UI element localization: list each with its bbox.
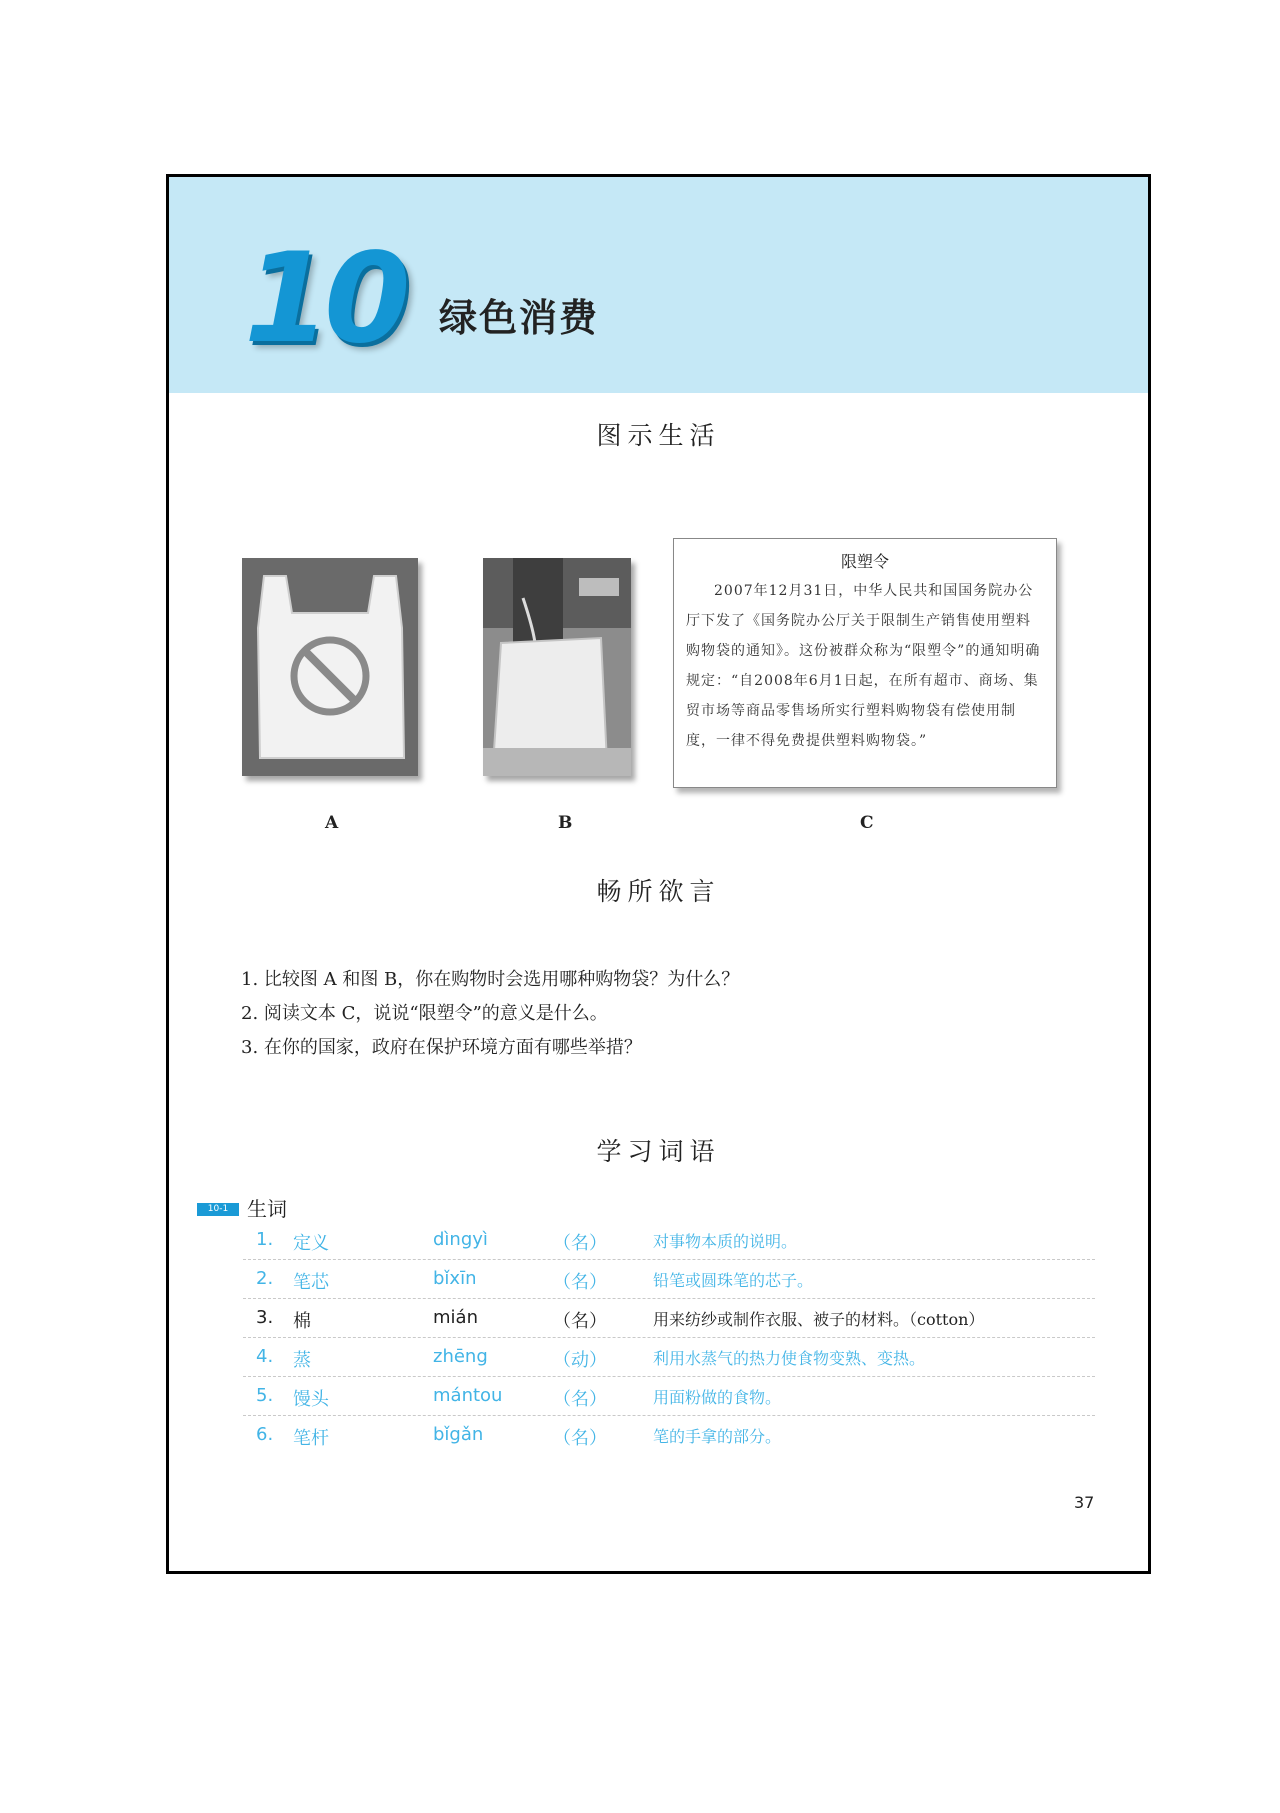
page-number: 37	[1074, 1493, 1095, 1512]
section-title-vocabulary: 学习词语	[596, 1137, 721, 1166]
vocab-row	[243, 1260, 1095, 1299]
vocab-pinyin: zhēng	[433, 1346, 488, 1367]
vocab-row	[243, 1299, 1095, 1338]
plastic-bag-no-symbol-icon	[242, 558, 418, 776]
vocab-word: 棉	[293, 1311, 311, 1332]
discussion-questions	[241, 963, 739, 1065]
vocab-pinyin: bǐxīn	[433, 1268, 477, 1289]
vocab-definition: 利用水蒸气的热力使食物变熟、变热。	[653, 1349, 926, 1368]
figure-a-plastic-bag-image	[242, 558, 418, 776]
vocab-definition: 用面粉做的食物。	[653, 1388, 782, 1407]
notice-title: 限塑令	[840, 552, 889, 571]
vocab-pos: （名）	[553, 1389, 607, 1410]
vocab-row	[243, 1338, 1095, 1377]
vocab-pos: （名）	[553, 1233, 607, 1254]
vocab-pos: （名）	[553, 1311, 607, 1332]
figure-c-label: C	[860, 813, 874, 833]
vocab-row	[243, 1221, 1095, 1260]
vocab-list	[243, 1221, 1095, 1454]
vocab-word: 笔杆	[293, 1428, 329, 1449]
vocab-word: 笔芯	[293, 1272, 329, 1293]
cloth-bag-photo-icon	[483, 558, 631, 776]
vocab-pos: （动）	[553, 1350, 607, 1371]
vocab-number: 3.	[256, 1307, 274, 1328]
vocab-pos: （名）	[553, 1272, 607, 1293]
vocab-definition: 用来纺纱或制作衣服、被子的材料。（cotton）	[653, 1310, 985, 1329]
vocab-row	[243, 1377, 1095, 1416]
vocab-number: 6.	[256, 1424, 274, 1445]
vocab-definition: 笔的手拿的部分。	[653, 1427, 782, 1446]
lesson-banner	[169, 177, 1148, 393]
question-item: 1. 比较图 A 和图 B，你在购物时会选用哪种购物袋？为什么？	[241, 969, 740, 990]
figure-b-cloth-bag-photo	[483, 558, 631, 776]
vocab-number: 4.	[256, 1346, 274, 1367]
section-title-discussion: 畅所欲言	[596, 877, 721, 906]
lesson-number: 10	[244, 227, 405, 371]
vocab-word: 馒头	[293, 1389, 329, 1410]
vocab-row	[243, 1416, 1095, 1454]
vocab-word: 蒸	[293, 1350, 311, 1371]
lesson-title: 绿色消费	[439, 296, 600, 340]
vocab-heading: 生词	[247, 1197, 287, 1221]
vocab-number: 1.	[256, 1229, 274, 1250]
question-item: 2. 阅读文本 C，说说“限塑令”的意义是什么。	[241, 1003, 608, 1024]
vocab-pinyin: mián	[433, 1307, 478, 1328]
vocab-definition: 对事物本质的说明。	[653, 1232, 798, 1251]
question-item: 3. 在你的国家，政府在保护环境方面有哪些举措？	[241, 1037, 642, 1058]
figure-a-label: A	[325, 813, 339, 833]
vocab-number: 2.	[256, 1268, 274, 1289]
figure-b-label: B	[558, 813, 573, 833]
vocab-definition: 铅笔或圆珠笔的芯子。	[653, 1271, 814, 1290]
textbook-page	[166, 174, 1151, 1574]
figure-c-notice	[673, 538, 1057, 788]
section-title-illustrations: 图示生活	[596, 421, 721, 450]
vocab-pinyin: mántou	[433, 1385, 503, 1406]
audio-track-badge: 10-1	[197, 1203, 239, 1216]
notice-body: 2007年12月31日，中华人民共和国国务院办公厅下发了《国务院办公厅关于限制生产销售使用塑料购物袋的通知》。这份被群众称为“限塑令”的通知明确规定：“自2008年6月1日起，在所有超市、商场、集贸市场等商品零售场所实行塑料购物袋有偿使用制度，一律不得免费提供塑料购物袋。”	[686, 583, 1041, 749]
vocab-pinyin: bǐgǎn	[433, 1424, 484, 1445]
vocab-pos: （名）	[553, 1428, 607, 1449]
vocab-word: 定义	[293, 1233, 329, 1254]
vocab-number: 5.	[256, 1385, 274, 1406]
vocab-pinyin: dìngyì	[433, 1229, 488, 1250]
